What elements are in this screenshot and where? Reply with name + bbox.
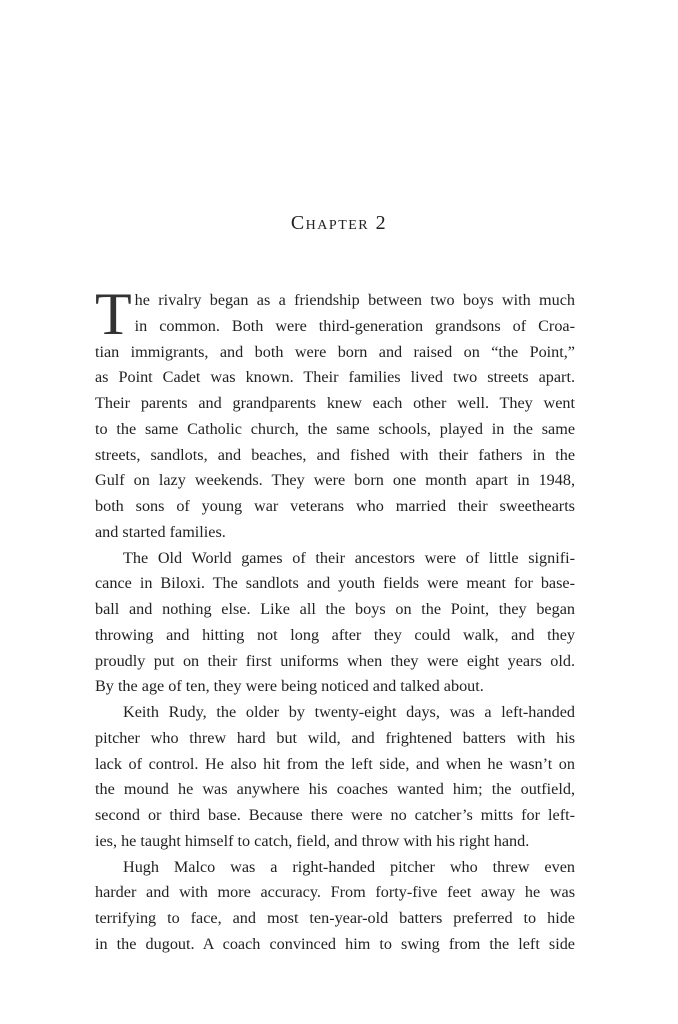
text-line: the mound he was anywhere his coaches wanted him; the outfield, bbox=[95, 780, 575, 799]
text-line: lack of control. He also hit from the left side, and when he wasn’t on bbox=[95, 754, 575, 773]
text-line: and started families. bbox=[95, 522, 226, 541]
text-line: he rivalry began as a friendship between two boys with much bbox=[134, 291, 575, 309]
text-line: proudly put on their first uniforms when they were eight years old. bbox=[95, 651, 575, 670]
text-line: Keith Rudy, the older by twenty-eight days, was a left-handed bbox=[123, 703, 575, 721]
text-line: in common. Both were third-generation grandsons of Croa- bbox=[134, 316, 575, 335]
text-line: in the dugout. A coach convinced him to swing from the left side bbox=[95, 934, 575, 953]
text-line: cance in Biloxi. The sandlots and youth fields were meant for base- bbox=[95, 574, 575, 593]
paragraph-2 bbox=[95, 546, 575, 701]
text-line: both sons of young war veterans who married their sweethearts bbox=[95, 497, 575, 515]
body-text bbox=[95, 281, 575, 958]
text-line: streets, sandlots, and beaches, and fished with their fathers in the bbox=[95, 445, 575, 464]
text-line: pitcher who threw hard but wild, and frightened batters with his bbox=[95, 728, 575, 747]
paragraph-3 bbox=[95, 700, 575, 855]
text-line: ball and nothing else. Like all the boys on the Point, they began bbox=[95, 600, 575, 618]
text-line: Their parents and grandparents knew each other well. They went bbox=[95, 394, 575, 412]
text-line: to the same Catholic church, the same schools, played in the same bbox=[95, 419, 575, 438]
chapter-title: Chapter 2 bbox=[290, 212, 388, 234]
text-line: By the age of ten, they were being noticed and talked about. bbox=[95, 677, 484, 696]
text-line: Gulf on lazy weekends. They were born one month apart in 1948, bbox=[95, 471, 575, 490]
text-line: Hugh Malco was a right-handed pitcher who threw even bbox=[123, 857, 575, 876]
text-line: The Old World games of their ancestors were of little signifi- bbox=[123, 548, 575, 567]
text-line: tian immigrants, and both were born and raised on “the Point,” bbox=[95, 342, 575, 361]
paragraph-1 bbox=[95, 281, 575, 546]
text-line: harder and with more accuracy. From forty-five feet away he was bbox=[95, 883, 575, 902]
paragraph-4 bbox=[95, 855, 575, 958]
text-line: terrifying to face, and most ten-year-old batters preferred to hide bbox=[95, 909, 575, 927]
text-line: as Point Cadet was known. Their families lived two streets apart. bbox=[95, 368, 575, 387]
text-line: throwing and hitting not long after they could walk, and they bbox=[95, 625, 575, 644]
drop-cap: T bbox=[95, 281, 132, 347]
text-line: ies, he taught himself to catch, field, and throw with his right hand. bbox=[95, 831, 530, 850]
text-line: second or third base. Because there were no catcher’s mitts for left- bbox=[95, 806, 575, 824]
